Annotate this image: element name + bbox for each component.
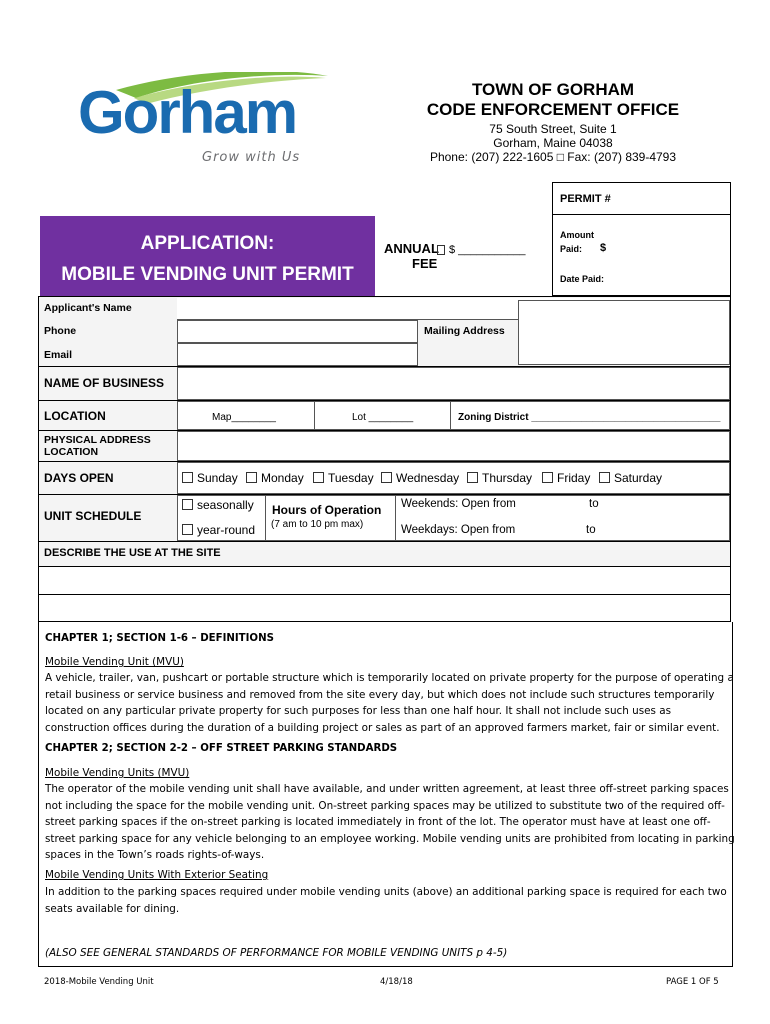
permit-number-label: PERMIT # <box>560 193 611 205</box>
zoning-district-field[interactable]: Zoning District __________________________________ <box>458 412 721 423</box>
footer-left: 2018-Mobile Vending Unit <box>44 977 154 987</box>
mailing-address-input[interactable] <box>518 300 730 365</box>
chapter2-mvu-text: The operator of the mobile vending unit shall have available, and under written agreement, at least three off-street parking spaces not including the space for the mobile vending unit. On-street parking spaces may be utilized to substitute two of the required off- street parking spaces if the on-street parking is located immediately in front of the lot. The operator must have at least one off- street parking space for any vehicle belonging to an employee working. Mobile vending units are prohibited from locating in parking spaces in the Town’s roads rights-of-ways. <box>45 783 735 862</box>
amount-paid-symbol: $ <box>600 242 607 254</box>
checkbox[interactable] <box>182 524 193 535</box>
office-title-line2: CODE ENFORCEMENT OFFICE <box>426 100 680 119</box>
describe-use-line2[interactable] <box>39 595 730 621</box>
day-sunday[interactable]: Sunday <box>182 471 238 485</box>
amount-paid-label-2: Paid: <box>560 244 583 254</box>
day-friday[interactable]: Friday <box>542 471 590 485</box>
day-saturday[interactable]: Saturday <box>599 471 662 485</box>
gorham-logo <box>76 72 336 172</box>
describe-use-label: DESCRIBE THE USE AT THE SITE <box>44 547 221 559</box>
hours-of-operation-label: Hours of Operation <box>272 503 382 517</box>
weekends-hours[interactable]: Weekends: Open from <box>401 498 516 510</box>
office-address1: 75 South Street, Suite 1 <box>489 122 617 136</box>
day-monday[interactable]: Monday <box>246 471 304 485</box>
checkbox[interactable] <box>182 472 193 483</box>
day-wednesday[interactable]: Wednesday <box>381 471 459 485</box>
mailing-address-label: Mailing Address <box>424 325 505 337</box>
day-thursday[interactable]: Thursday <box>467 471 532 485</box>
day-tuesday[interactable]: Tuesday <box>313 471 374 485</box>
physical-address-label-2: LOCATION <box>44 446 99 458</box>
chapter2-heading: CHAPTER 2; SECTION 2-2 – OFF STREET PARKING STANDARDS <box>45 743 398 754</box>
weekdays-hours[interactable]: Weekdays: Open from <box>401 524 516 536</box>
logo-tagline: Grow with Us <box>202 150 301 165</box>
fee-amount-field[interactable]: $ ___________ <box>449 244 526 256</box>
email-input[interactable] <box>177 343 418 366</box>
banner-line2: MOBILE VENDING UNIT PERMIT <box>61 264 354 285</box>
footer-page: PAGE 1 OF 5 <box>666 977 719 987</box>
business-name-input[interactable] <box>177 367 730 400</box>
office-contact: Phone: (207) 222-1605 □ Fax: (207) 839-4793 <box>429 150 677 164</box>
chapter1-heading: CHAPTER 1; SECTION 1-6 – DEFINITIONS <box>45 633 274 644</box>
checkbox[interactable] <box>246 472 257 483</box>
office-title-line1: TOWN OF GORHAM <box>471 80 635 99</box>
chapter1-subheading: Mobile Vending Unit (MVU) <box>45 656 184 668</box>
phone-label: Phone <box>44 325 77 337</box>
chapter2-subheading-seating: Mobile Vending Units With Exterior Seating <box>45 869 269 881</box>
checkbox[interactable] <box>182 499 193 510</box>
location-label: LOCATION <box>44 409 106 423</box>
business-name-label: NAME OF BUSINESS <box>44 376 165 390</box>
year-round-option[interactable]: year-round <box>182 523 255 537</box>
checkbox[interactable] <box>542 472 553 483</box>
chapter1-text: A vehicle, trailer, van, pushcart or portable structure which is temporarily located on private property for the purpose of operating a retail business or service business and removed from the site every day, but which does not include such structures temporarily located on any particular private property for such purposes for less than one half hour. It shall not include such uses as construction offices during the duration of a building project or sales as part of an approved farmers market, fair or similar event. <box>45 672 734 734</box>
banner-line1: APPLICATION: <box>140 233 275 254</box>
annual-fee-label-1: ANNUAL <box>384 241 439 256</box>
physical-address-label-1: PHYSICAL ADDRESS <box>44 434 151 446</box>
checkbox[interactable] <box>381 472 392 483</box>
checkbox[interactable] <box>467 472 478 483</box>
lot-field[interactable]: Lot ________ <box>352 412 414 423</box>
application-banner <box>40 216 375 296</box>
weekdays-to[interactable]: to <box>586 524 596 536</box>
office-address2: Gorham, Maine 04038 <box>493 136 613 150</box>
days-open-label: DAYS OPEN <box>44 471 114 485</box>
date-paid-label: Date Paid: <box>560 274 605 284</box>
chapter2-subheading-mvu: Mobile Vending Units (MVU) <box>45 767 190 779</box>
hours-max-note: (7 am to 10 pm max) <box>271 519 364 530</box>
annual-fee-label-2: FEE <box>412 256 438 271</box>
map-field[interactable]: Map________ <box>212 412 276 423</box>
applicant-name-label: Applicant's Name <box>44 302 132 314</box>
phone-input[interactable] <box>177 320 418 343</box>
office-header <box>400 80 706 164</box>
logo-wordmark: Gorham <box>78 79 297 146</box>
checkbox[interactable] <box>313 472 324 483</box>
checkbox[interactable] <box>599 472 610 483</box>
see-also-note: (ALSO SEE GENERAL STANDARDS OF PERFORMANCE FOR MOBILE VENDING UNITS p 4-5) <box>45 947 508 959</box>
email-label: Email <box>44 349 73 361</box>
physical-address-input[interactable] <box>177 431 730 461</box>
describe-use-line1[interactable] <box>39 567 730 594</box>
unit-schedule-label: UNIT SCHEDULE <box>44 509 142 523</box>
amount-paid-label-1: Amount <box>560 230 594 240</box>
seasonally-option[interactable]: seasonally <box>182 498 254 512</box>
chapter2-seating-text: In addition to the parking spaces required under mobile vending units (above) an additional parking space is required for each two seats available for dining. <box>45 886 727 915</box>
footer-date: 4/18/18 <box>380 977 413 987</box>
fee-box <box>437 245 445 255</box>
weekends-to[interactable]: to <box>589 498 599 510</box>
